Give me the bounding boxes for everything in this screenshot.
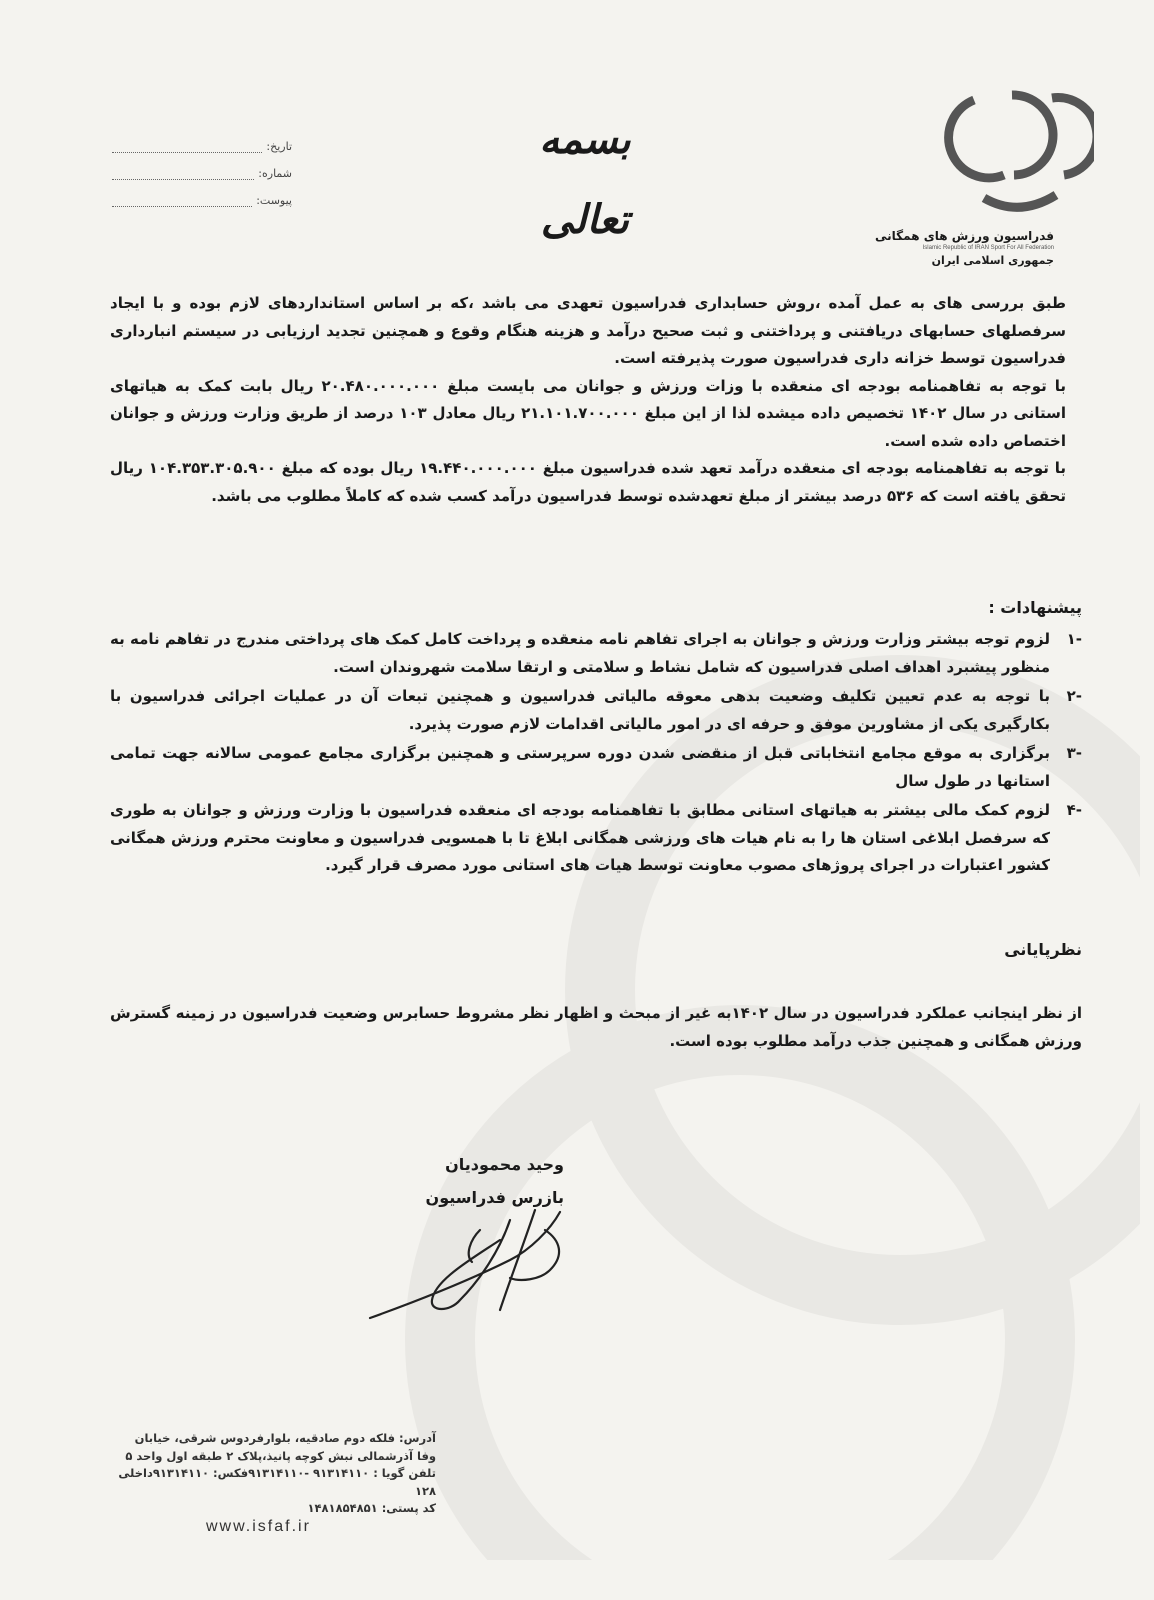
item-text: با توجه به عدم تعیین تکلیف وضعیت بدهی معوقه مالیاتی فدراسیون و همچنین تبعات آن در عملیات اجرائی فدراسیون با بکارگیری یکی از مشاورین موفق و حرفه ای در امور مالیاتی اقدامات لازم صورت پذیرد. [110,687,1050,733]
item-number: -۴ [1066,801,1082,819]
attachment-line [112,194,252,207]
item-text: لزوم توجه بیشتر وزارت ورزش و جوانان به اجرای تفاهم نامه منعقده و پرداخت کامل کمک های پرداختی مندرج در تفاهم نامه به منظور پیشبرد اهداف اصلی فدراسیون که شامل نشاط و سلامتی و ارتقا سلامت شهروندان است. [110,630,1050,676]
phone-line: تلفن گویا : ۹۱۳۱۴۱۱۰ -۹۱۳۱۴۱۱۰فکس: ۹۱۳۱۴۱۱۰داخلی ۱۲۸ [118,1466,436,1498]
number-row [112,153,292,180]
final-opinion-text: از نظر اینجانب عملکرد فدراسیون در سال ۱۴۰۲به غیر از مبحث و اظهار نظر مشروط حسابرس وضعیت فدراسیون در زمینه گسترش ورزش همگانی و همچنین جذب درآمد مطلوب بوده است. [110,1004,1082,1050]
list-item [110,683,1082,738]
suggestions-heading: پیشنهادات : [988,598,1082,617]
signer-name: وحید محمودیان [445,1155,564,1174]
item-text: برگزاری به موقع مجامع انتخاباتی قبل از منقضی شدن دوره سرپرستی و همچنین برگزاری مجامع عمومی سالانه جهت تمامی استانها در طول سال [110,744,1050,790]
date-line [112,140,262,153]
item-number: -۱ [1066,630,1082,648]
address-line: وفا آذرشمالی نبش کوچه پانیذ،پلاک ۲ طبقه اول واحد ۵ [125,1448,436,1463]
postal-code-line: کد پستی: ۱۴۸۱۸۵۴۸۵۱ [307,1501,436,1515]
number-line [112,167,254,180]
list-item [110,626,1082,681]
basmala-text: بسمه تعالی [539,116,631,243]
org-name: فدراسیون ورزش های همگانی [875,229,1054,243]
address-block [106,1430,436,1518]
number-label: شماره: [258,167,292,180]
final-opinion-heading: نظرپایانی [1004,940,1082,959]
org-name-english: Islamic Republic of IRAN Sport For All Federation [922,245,1054,251]
paragraph-ministry-budget: با توجه به تفاهمنامه بودجه ای منعقده با وزات ورزش و جوانان می بایست مبلغ ۲۰.۴۸۰.۰۰۰.۰۰۰ ریال بابت کمک به هیاتهای استانی در سال ۱۴۰۲ تخصیص داده میشده لذا از این مبلغ ۲۱.۱۰۱.۷۰۰.۰۰۰ ریال معادل ۱۰۳ درصد از طریق وزارت ورزش و جوانان اختصاص داده شده است. [110,376,1066,450]
report-body [110,290,1066,510]
item-number: -۳ [1066,744,1082,762]
item-text: لزوم کمک مالی بیشتر به هیاتهای استانی مطابق با تفاهمنامه بودجه ای منعقده فدراسیون با وزارت ورزش و جوانان به طوری که سرفصل ابلاغی استان ها را به نام هیات های ورزشی همگانی ابلاغ تا با همسویی فدراسیون و معاونت محترم ورزش همگانی کشور اعتبارات در اجرای پروژهای مصوب معاونت توسط هیات های استانی مورد مصرف قرار گیرد. [110,801,1050,874]
attachment-row [112,180,292,207]
basmala [505,100,665,243]
country-name: جمهوری اسلامی ایران [931,254,1054,267]
date-label: تاریخ: [266,140,292,153]
handwritten-signature [360,1200,580,1330]
paragraph-income: با توجه به تفاهمنامه بودجه ای منعقده درآمد تعهد شده فدراسیون مبلغ ۱۹.۴۴۰.۰۰۰.۰۰۰ ریال بوده که مبلغ ۱۰۴.۳۵۳.۳۰۵.۹۰۰ ریال تحقق یافته است که ۵۳۶ درصد بیشتر از مبلغ تعهدشده توسط فدراسیون درآمد کسب شده که کاملاً مطلوب می باشد. [110,459,1066,505]
letter-meta [112,126,292,207]
attachment-label: پیوست: [256,194,292,207]
address-line: آدرس: فلکه دوم صادقیه، بلوارفردوس شرقی، خیابان [134,1431,436,1445]
suggestions-list [110,626,1082,882]
list-item [110,797,1082,880]
item-number: -۲ [1066,687,1082,705]
signer-title: بازرس فدراسیون [425,1188,564,1207]
list-item [110,740,1082,795]
website-link[interactable]: www.isfaf.ir [206,1518,311,1535]
date-row [112,126,292,153]
federation-logo [944,80,1094,220]
org-identity [854,228,1054,269]
paragraph-accounting: طبق بررسی های به عمل آمده ،روش حسابداری فدراسیون تعهدی می باشد ،که بر اساس استانداردهای لازم بوده و با ایجاد سرفصلهای حسابهای دریافتنی و پرداختنی و ثبت صحیح درآمد و هزینه هنگام وقوع و همچنین تجدید ارزیابی در سیستم انبارداری فدراسیون توسط خزانه داری فدراسیون صورت پذیرفته است. [110,294,1066,367]
